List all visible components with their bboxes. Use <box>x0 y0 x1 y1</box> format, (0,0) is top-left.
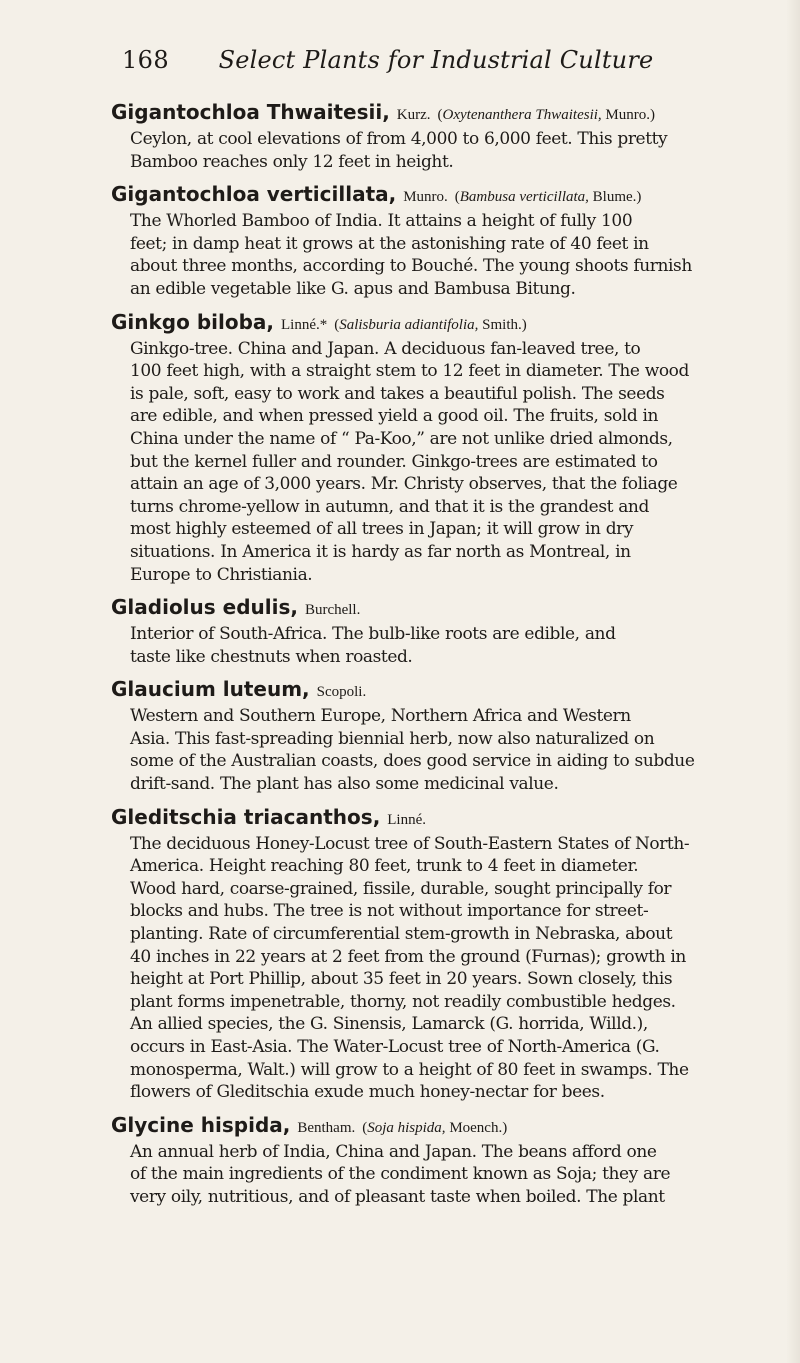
entry-authority: Scopoli. <box>316 684 367 701</box>
entry-line: The deciduous Honey-Locust tree of South-Eastern States of North- <box>130 833 690 854</box>
entry-ginkgo-biloba <box>111 310 755 587</box>
page-header <box>122 46 750 80</box>
entry-glaucium-luteum <box>111 677 755 795</box>
entry-line: very oily, nutritious, and of pleasant taste when boiled. The plant <box>130 1186 665 1207</box>
synonym-name: Soja hispida, <box>367 1119 446 1136</box>
entry-gigantochloa-verticillata <box>111 182 755 300</box>
entry-line: 100 feet high, with a straight stem to 12 feet in diameter. The wood <box>130 361 689 382</box>
entry-line: plant forms impenetrable, thorny, not readily combustible hedges. <box>130 991 676 1012</box>
synonym-author: Smith. <box>482 316 522 333</box>
entry-line: most highly esteemed of all trees in Japan; it will grow in dry <box>130 519 634 540</box>
entry-line: about three months, according to Bouché. The young shoots furnish <box>130 256 692 277</box>
entry-line: are edible, and when pressed yield a good oil. The fruits, sold in <box>130 406 659 427</box>
entry-name: Glycine hispida, <box>111 1112 291 1137</box>
entry-heading <box>111 1113 755 1141</box>
entry-line: flowers of Gleditschia exude much honey-nectar for bees. <box>130 1082 605 1103</box>
entry-heading <box>111 805 755 833</box>
entry-line: planting. Rate of circumferential stem-growth in Nebraska, about <box>130 924 673 945</box>
page-edge-shadow <box>786 0 800 1363</box>
synonym-open-paren: ( <box>437 107 443 123</box>
entry-line: Interior of South-Africa. The bulb-like roots are edible, and <box>130 624 616 645</box>
entry-heading <box>111 182 755 210</box>
synonym-close-paren: ) <box>521 316 527 333</box>
entry-line: drift-sand. The plant has also some medicinal value. <box>130 774 559 795</box>
entry-description <box>130 210 755 300</box>
entry-line: blocks and hubs. The tree is not without importance for street- <box>130 901 649 922</box>
synonym-name: Oxytenanthera Thwaitesii, <box>442 107 602 123</box>
entry-line: situations. In America it is hardy as far north as Montreal, in <box>130 541 631 562</box>
entry-line: Asia. This fast-spreading biennial herb, now also naturalized on <box>130 728 655 749</box>
entry-name: Gigantochloa verticillata, <box>111 182 397 207</box>
entry-line: An allied species, the G. Sinensis, Lamarck (G. horrida, Willd.), <box>130 1014 648 1035</box>
entry-line: The Whorled Bamboo of India. It attains a height of fully 100 <box>130 211 633 232</box>
entry-line: Western and Southern Europe, Northern Africa and Western <box>130 706 631 727</box>
entry-line: monosperma, Walt.) will grow to a height of 80 feet in swamps. The <box>130 1059 689 1080</box>
entry-line: occurs in East-Asia. The Water-Locust tree of North-America (G. <box>130 1037 660 1057</box>
entries-list <box>111 100 755 1218</box>
entry-line: An annual herb of India, China and Japan. The beans afford one <box>130 1141 657 1162</box>
entry-line: some of the Australian coasts, does good service in aiding to subdue <box>130 751 695 772</box>
entry-description <box>130 1141 755 1209</box>
entry-name: Glaucium luteum, <box>111 677 310 702</box>
entry-gigantochloa-thwaitesii <box>111 100 755 173</box>
entry-line: Ceylon, at cool elevations of from 4,000 to 6,000 feet. This pretty <box>130 129 668 149</box>
entry-authority: Kurz. <box>396 107 431 123</box>
entry-description <box>130 128 755 173</box>
entry-authority: Linné.* <box>280 316 328 333</box>
entry-line: Wood hard, coarse-grained, fissile, durable, sought principally for <box>130 878 672 899</box>
entry-synonym <box>334 317 527 333</box>
entry-authority: Burchell. <box>304 602 361 619</box>
entry-synonym <box>438 107 656 123</box>
entry-synonym <box>455 189 642 205</box>
synonym-name: Salisburia adiantifolia, <box>339 316 479 333</box>
entry-authority: Linné. <box>387 811 427 828</box>
entry-synonym <box>362 1120 507 1136</box>
entry-heading <box>111 310 755 338</box>
entry-heading <box>111 677 755 705</box>
entry-name: Ginkgo biloba, <box>111 309 275 334</box>
synonym-close-paren: ) <box>650 107 656 123</box>
entry-description <box>130 338 755 587</box>
synonym-close-paren: ) <box>502 1119 508 1136</box>
entry-description <box>130 705 755 795</box>
entry-line: an edible vegetable like G. apus and Bambusa Bitung. <box>130 278 576 299</box>
entry-line: but the kernel fuller and rounder. Ginkgo-trees are estimated to <box>130 451 658 472</box>
entry-line: Bamboo reaches only 12 feet in height. <box>130 151 454 172</box>
synonym-author: Blume. <box>592 189 637 206</box>
entry-heading <box>111 595 755 623</box>
entry-line: height at Port Phillip, about 35 feet in 20 years. Sown closely, this <box>130 969 673 990</box>
synonym-author: Moench. <box>449 1119 503 1136</box>
entry-name: Gigantochloa Thwaitesii, <box>111 100 390 124</box>
entry-line: 40 inches in 22 years at 2 feet from the ground (Furnas); growth in <box>130 946 686 967</box>
entry-line: Ginkgo-tree. China and Japan. A deciduous fan-leaved tree, to <box>130 338 641 359</box>
entry-glycine-hispida <box>111 1113 755 1209</box>
entry-line: taste like chestnuts when roasted. <box>130 646 413 667</box>
entry-line: America. Height reaching 80 feet, trunk to 4 feet in diameter. <box>130 856 639 877</box>
entry-gleditschia-triacanthos <box>111 805 755 1104</box>
synonym-open-paren: ( <box>362 1119 368 1136</box>
entry-description <box>130 623 755 668</box>
entry-heading <box>111 100 755 128</box>
entry-authority: Munro. <box>403 189 448 206</box>
entry-name: Gleditschia triacanthos, <box>111 804 381 829</box>
entry-name: Gladiolus edulis, <box>111 595 298 620</box>
entry-line: of the main ingredients of the condiment known as Soja; they are <box>130 1164 671 1185</box>
entry-line: attain an age of 3,000 years. Mr. Christy observes, that the foliage <box>130 474 678 495</box>
page-number: 168 <box>122 46 170 74</box>
entry-description <box>130 833 755 1104</box>
entry-line: turns chrome-yellow in autumn, and that it is the grandest and <box>130 496 649 517</box>
synonym-close-paren: ) <box>636 189 642 206</box>
entry-line: Europe to Christiania. <box>130 564 313 585</box>
entry-line: is pale, soft, easy to work and takes a beautiful polish. The seeds <box>130 383 665 404</box>
entry-line: feet; in damp heat it grows at the astonishing rate of 40 feet in <box>130 233 649 254</box>
synonym-author: Munro. <box>605 107 651 123</box>
entry-gladiolus-edulis <box>111 595 755 668</box>
synonym-open-paren: ( <box>454 189 460 206</box>
entry-authority: Bentham. <box>297 1119 356 1136</box>
synonym-name: Bambusa verticillata, <box>459 189 589 206</box>
running-title: Select Plants for Industrial Culture <box>218 46 654 74</box>
synonym-open-paren: ( <box>334 316 340 333</box>
entry-line: China under the name of “ Pa-Koo,” are not unlike dried almonds, <box>130 428 673 449</box>
